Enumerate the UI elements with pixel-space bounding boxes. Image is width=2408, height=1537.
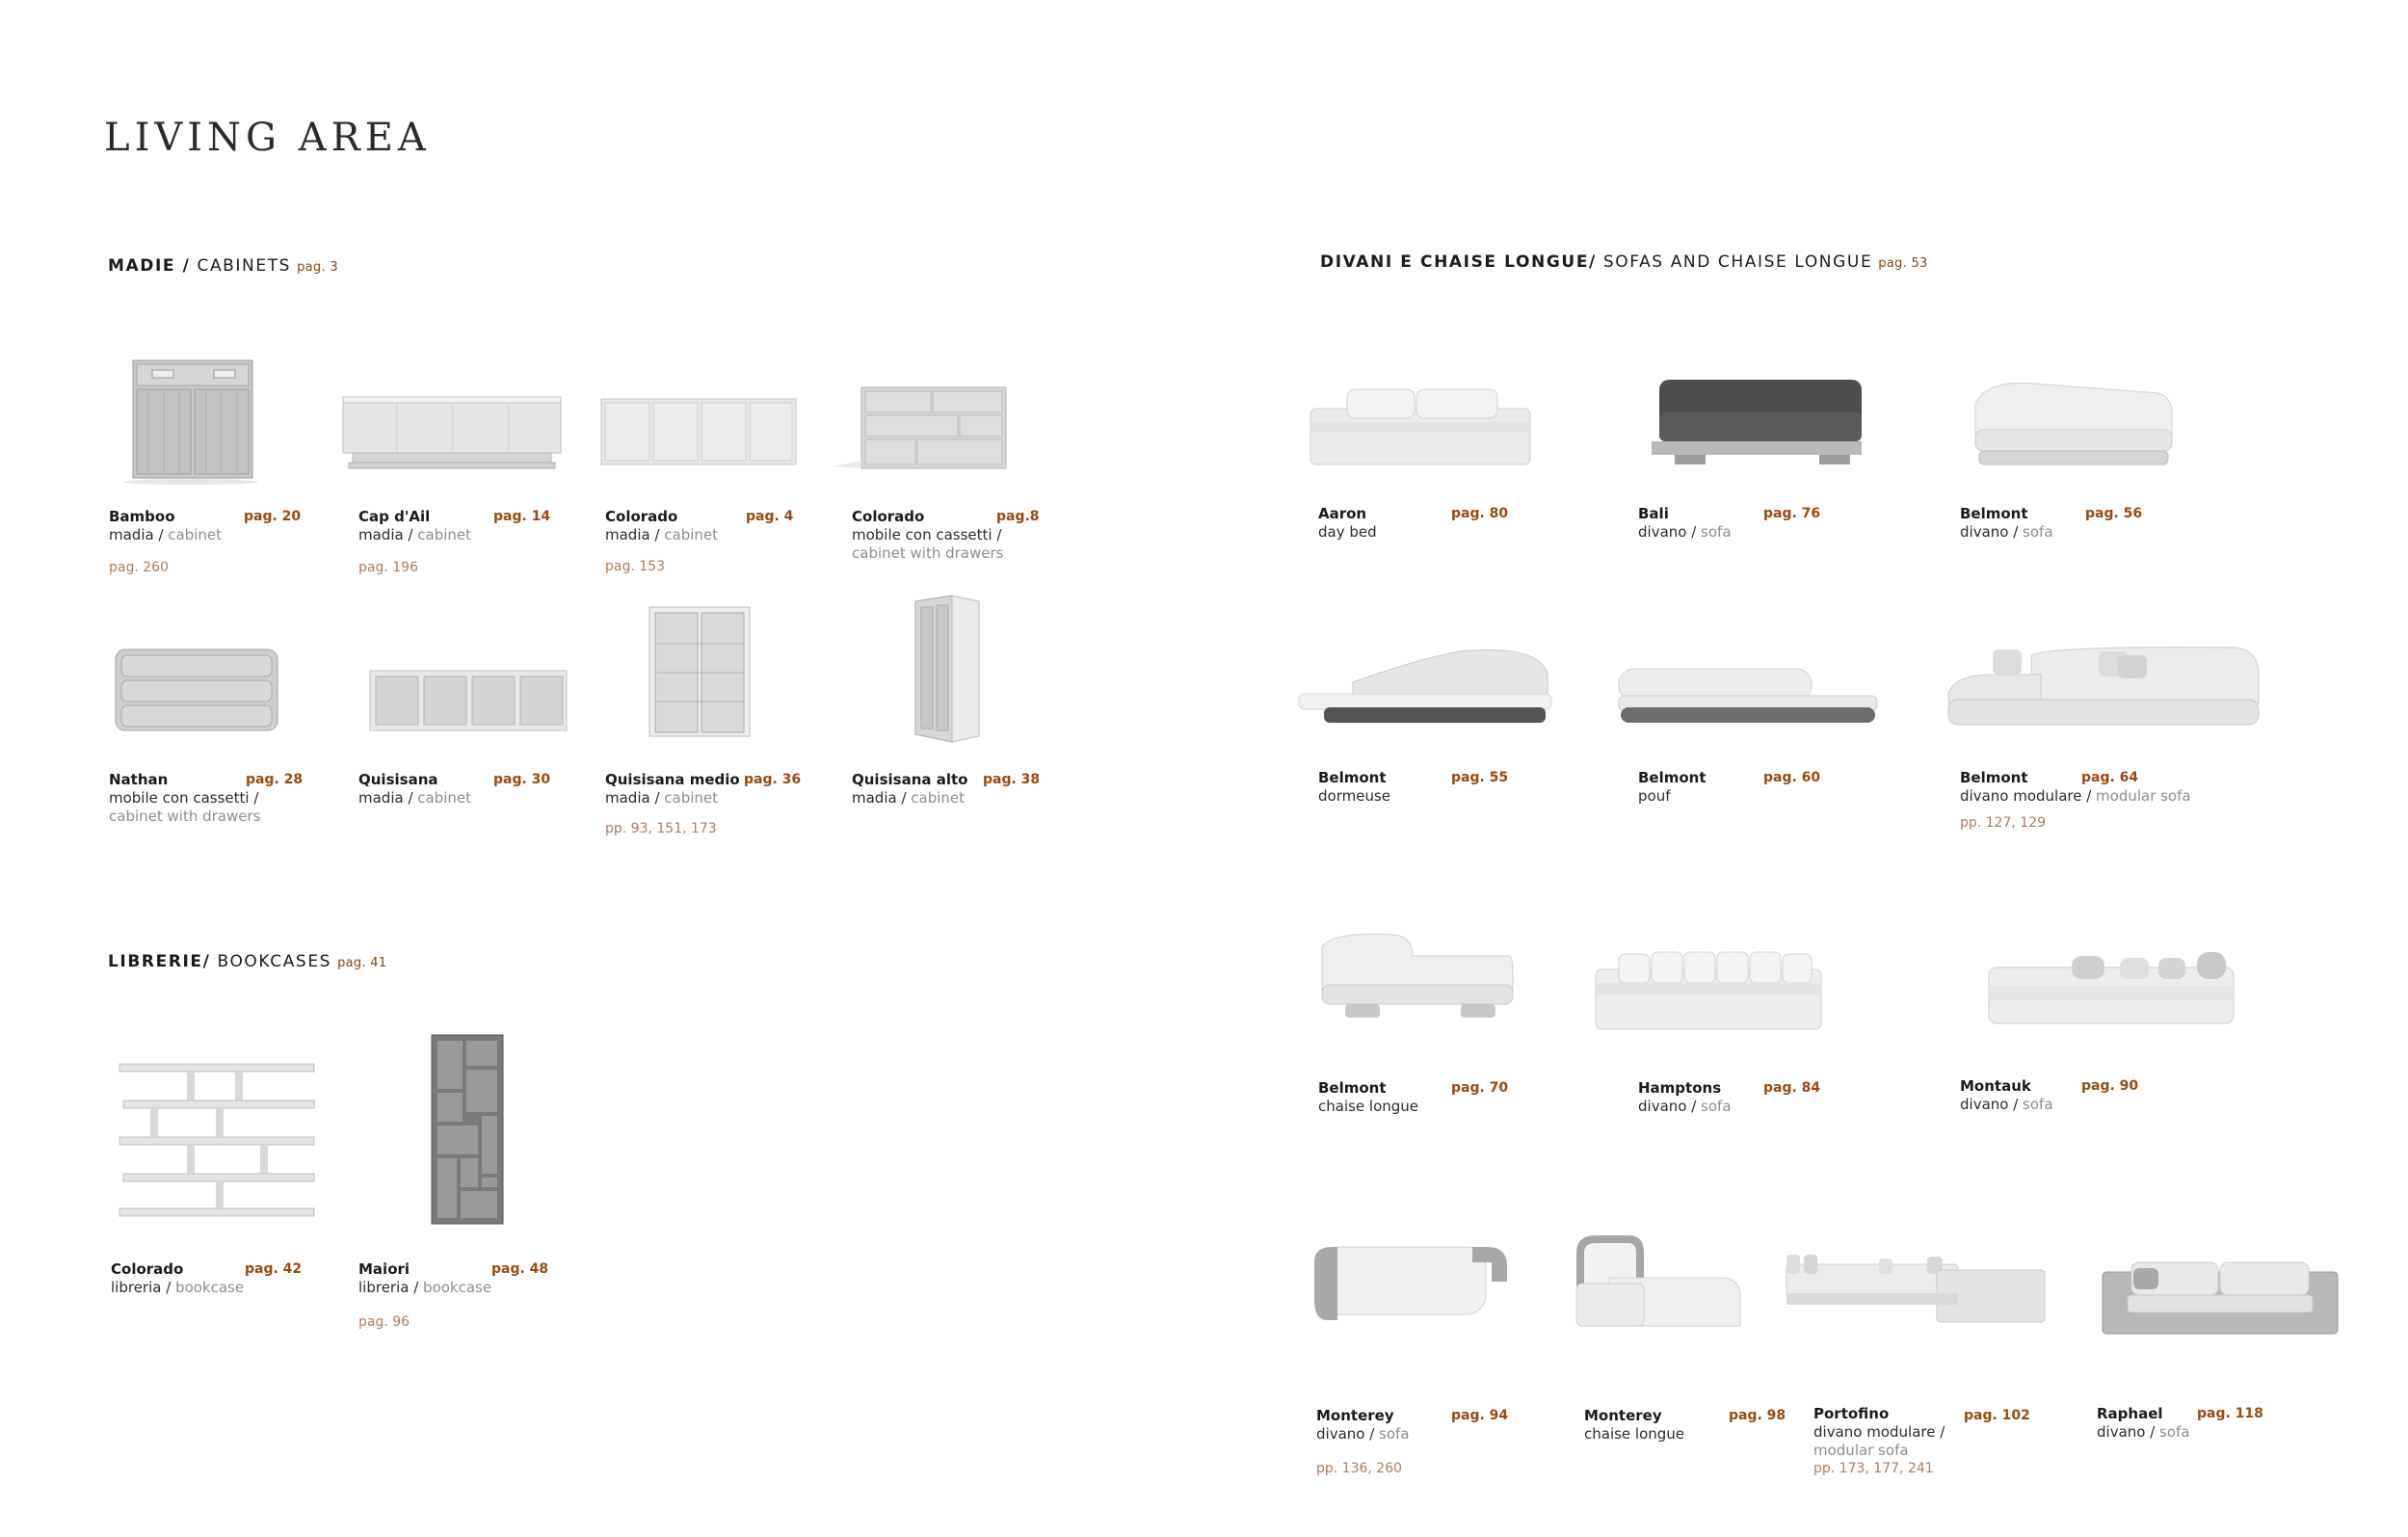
product-type-it: divano modulare xyxy=(1960,787,2082,805)
type-separator: / xyxy=(161,1279,176,1296)
product-caption xyxy=(852,508,1003,563)
product-page-ref[interactable]: pag. 55 xyxy=(1451,770,1509,785)
product-name[interactable]: Monterey xyxy=(1316,1407,1394,1424)
section-header-en: CABINETS xyxy=(197,256,292,276)
type-separator: / xyxy=(649,526,665,543)
product-name[interactable]: Bamboo xyxy=(109,508,175,525)
product-type-it: dormeuse xyxy=(1318,787,1390,805)
product-image-quisisana-alto[interactable] xyxy=(906,592,985,746)
product-type-it: madia xyxy=(358,789,404,807)
product-image-aaron-daybed[interactable] xyxy=(1307,384,1534,468)
product-description xyxy=(109,789,260,808)
type-separator: / xyxy=(896,789,912,807)
product-image-belmont-sofa[interactable] xyxy=(1966,376,2178,474)
product-caption xyxy=(1318,505,1377,542)
product-caption xyxy=(358,771,471,808)
product-caption xyxy=(109,508,222,544)
type-separator: / xyxy=(2081,787,2097,805)
product-image-portofino-sofa[interactable] xyxy=(1783,1251,2049,1326)
product-image-monterey-chaise[interactable] xyxy=(1571,1230,1744,1336)
product-image-colorado-bookcase[interactable] xyxy=(116,1058,318,1222)
product-name[interactable]: Belmont xyxy=(1318,1079,1387,1097)
product-image-colorado-drawers[interactable] xyxy=(829,384,1012,472)
product-page-ref[interactable]: pag. 60 xyxy=(1763,770,1821,785)
product-name[interactable]: Colorado xyxy=(852,508,925,525)
product-image-belmont-modular-sofa[interactable] xyxy=(1945,636,2262,742)
section-header-cabinets xyxy=(108,256,338,276)
product-description xyxy=(605,526,718,544)
section-page-ref[interactable]: pag. 41 xyxy=(337,956,387,970)
page-title: LIVING AREA xyxy=(104,116,431,160)
product-type-it: mobile con cassetti / xyxy=(852,526,1002,543)
product-type-en: modular sofa xyxy=(2096,787,2191,805)
product-page-ref[interactable]: pag. 90 xyxy=(2081,1078,2139,1094)
product-page-ref[interactable]: pag. 70 xyxy=(1451,1080,1509,1096)
product-page-ref[interactable]: pag. 42 xyxy=(245,1261,303,1277)
product-type-en: cabinet xyxy=(417,789,472,807)
product-page-ref[interactable]: pag. 28 xyxy=(246,772,304,787)
type-separator: / xyxy=(2008,1096,2024,1113)
product-image-montauk-sofa[interactable] xyxy=(1985,948,2237,1029)
product-type-it: divano xyxy=(1638,1098,1687,1115)
product-caption xyxy=(605,771,740,808)
product-description xyxy=(1638,787,1707,806)
product-caption xyxy=(109,771,260,826)
product-description xyxy=(1318,1098,1418,1116)
section-page-ref[interactable]: pag. 3 xyxy=(297,260,338,275)
product-type-it: mobile con cassetti / xyxy=(109,789,259,807)
product-page-ref[interactable]: pag. 38 xyxy=(983,772,1041,787)
product-type-en: cabinet with drawers xyxy=(109,808,261,825)
product-name[interactable]: Maiori xyxy=(358,1260,410,1278)
product-page-ref[interactable]: pag. 14 xyxy=(493,509,551,524)
product-name[interactable]: Raphael xyxy=(2097,1405,2163,1422)
type-separator: / xyxy=(403,789,418,807)
section-page-ref[interactable]: pag. 53 xyxy=(1878,256,1928,271)
product-type-it: divano xyxy=(1316,1425,1365,1443)
product-description xyxy=(2097,1423,2190,1442)
product-image-quisisana-medio[interactable] xyxy=(646,603,754,740)
product-description xyxy=(1960,1096,2053,1114)
product-extra-pages[interactable]: pp. 173, 177, 241 xyxy=(1813,1461,1934,1476)
product-image-belmont-pouf[interactable] xyxy=(1615,663,1881,732)
product-caption xyxy=(358,1260,491,1297)
product-type-en: sofa xyxy=(2023,523,2053,541)
product-caption xyxy=(111,1260,244,1297)
type-separator: / xyxy=(1686,523,1702,541)
product-caption xyxy=(358,508,471,544)
product-extra-pages[interactable]: pp. 93, 151, 173 xyxy=(605,821,717,836)
product-caption xyxy=(852,771,967,808)
section-header-bookcases xyxy=(108,952,386,971)
product-description xyxy=(1584,1425,1684,1444)
product-page-ref[interactable]: pag. 102 xyxy=(1964,1408,2030,1423)
product-description xyxy=(1960,523,2053,542)
product-description xyxy=(1638,523,1732,542)
product-image-raphael-sofa[interactable] xyxy=(2099,1255,2342,1338)
product-type-it: chaise longue xyxy=(1318,1098,1419,1115)
product-extra-pages[interactable]: pp. 127, 129 xyxy=(1960,815,2047,831)
product-image-belmont-dormeuse[interactable] xyxy=(1295,644,1555,732)
product-name[interactable]: Colorado xyxy=(111,1260,184,1278)
product-type-it: divano modulare / xyxy=(1813,1423,1945,1441)
product-name[interactable]: Belmont xyxy=(1638,769,1707,786)
product-description xyxy=(111,1279,244,1297)
product-description xyxy=(1960,787,2191,806)
section-header-it: LIBRERIE/ xyxy=(108,952,211,971)
product-type-en: modular sofa xyxy=(1813,1442,1909,1459)
product-caption xyxy=(1318,769,1390,806)
product-type-en: cabinet xyxy=(664,526,719,543)
product-description xyxy=(358,789,471,808)
product-description xyxy=(358,526,471,544)
type-separator: / xyxy=(1364,1425,1380,1443)
product-description xyxy=(358,1279,491,1297)
product-type-en: cabinet xyxy=(911,789,966,807)
type-separator: / xyxy=(403,526,418,543)
product-description xyxy=(852,789,967,808)
type-separator: / xyxy=(1686,1098,1702,1115)
product-type-en: sofa xyxy=(2023,1096,2053,1113)
product-type-it: divano xyxy=(1960,1096,2009,1113)
product-type-it: libreria xyxy=(358,1279,410,1296)
product-type-en: bookcase xyxy=(175,1279,245,1296)
product-caption xyxy=(1318,1079,1418,1116)
product-description xyxy=(852,526,1003,544)
product-extra-pages[interactable]: pag. 96 xyxy=(358,1314,410,1330)
product-name[interactable]: Cap d'Ail xyxy=(358,508,431,525)
product-extra-pages[interactable]: pag. 196 xyxy=(358,560,418,575)
product-type-it: divano xyxy=(1960,523,2009,541)
product-name[interactable]: Quisisana medio xyxy=(605,771,740,788)
product-image-maiori-bookcase[interactable] xyxy=(428,1031,507,1228)
product-type-en: sofa xyxy=(1701,523,1732,541)
product-name[interactable]: Portofino xyxy=(1813,1405,1890,1422)
product-name[interactable]: Hamptons xyxy=(1638,1079,1722,1097)
product-image-colorado-cabinet[interactable] xyxy=(597,393,800,470)
product-page-ref[interactable]: pag. 30 xyxy=(493,772,551,787)
product-page-ref[interactable]: pag. 48 xyxy=(491,1261,549,1277)
product-image-belmont-chaise[interactable] xyxy=(1316,927,1517,1023)
product-page-ref[interactable]: pag.8 xyxy=(996,509,1040,524)
product-caption xyxy=(1638,505,1732,542)
product-name[interactable]: Bali xyxy=(1638,505,1669,522)
product-caption xyxy=(1638,769,1707,806)
product-caption xyxy=(1960,769,2191,806)
product-name[interactable]: Montauk xyxy=(1960,1077,2031,1095)
product-caption xyxy=(1960,505,2053,542)
product-name[interactable]: Quisisana xyxy=(358,771,438,788)
product-caption xyxy=(2097,1405,2190,1442)
product-type-it: madia xyxy=(605,526,650,543)
product-caption xyxy=(1638,1079,1732,1116)
product-type-it: madia xyxy=(109,526,154,543)
product-name[interactable]: Belmont xyxy=(1960,769,2028,786)
type-separator: / xyxy=(649,789,665,807)
product-page-ref[interactable]: pag. 36 xyxy=(744,772,802,787)
product-image-bamboo-cabinet[interactable] xyxy=(114,355,258,488)
section-header-it: DIVANI E CHAISE LONGUE/ xyxy=(1320,252,1597,272)
product-type-it: divano xyxy=(1638,523,1687,541)
product-name[interactable]: Aaron xyxy=(1318,505,1367,522)
section-header-sofas xyxy=(1320,252,1928,272)
product-name[interactable]: Quisisana alto xyxy=(852,771,968,788)
product-type-it: madia xyxy=(605,789,650,807)
type-separator: / xyxy=(2008,523,2024,541)
product-caption xyxy=(605,508,718,544)
product-type-it: madia xyxy=(358,526,404,543)
product-type-en: bookcase xyxy=(423,1279,492,1296)
product-type-it: pouf xyxy=(1638,787,1671,805)
product-type-en: sofa xyxy=(2159,1423,2190,1441)
type-separator: / xyxy=(2145,1423,2160,1441)
product-name[interactable]: Belmont xyxy=(1960,505,2028,522)
product-type-en: cabinet with drawers xyxy=(852,544,1004,562)
product-name[interactable]: Belmont xyxy=(1318,769,1387,786)
product-description xyxy=(109,526,222,544)
product-caption xyxy=(1960,1077,2053,1114)
product-type-it: chaise longue xyxy=(1584,1425,1685,1443)
product-page-ref[interactable]: pag. 80 xyxy=(1451,506,1509,521)
type-separator: / xyxy=(409,1279,424,1296)
product-page-ref[interactable]: pag. 76 xyxy=(1763,506,1821,521)
product-name[interactable]: Nathan xyxy=(109,771,169,788)
product-image-capdail-cabinet[interactable] xyxy=(339,393,566,476)
product-page-ref[interactable]: pag. 94 xyxy=(1451,1408,1509,1423)
product-type-it: day bed xyxy=(1318,523,1377,541)
product-extra-pages[interactable]: pp. 136, 260 xyxy=(1316,1461,1403,1476)
product-page-ref[interactable]: pag. 56 xyxy=(2085,506,2143,521)
product-type-en: sofa xyxy=(1701,1098,1732,1115)
product-type-it: madia xyxy=(852,789,897,807)
product-description xyxy=(1638,1098,1732,1116)
product-extra-pages[interactable]: pag. 260 xyxy=(109,560,169,575)
product-description xyxy=(1813,1423,1945,1442)
section-header-it: MADIE / xyxy=(108,256,191,276)
product-type-en: sofa xyxy=(1379,1425,1410,1443)
product-description xyxy=(1318,787,1390,806)
product-caption xyxy=(1584,1407,1684,1444)
product-description xyxy=(1318,523,1377,542)
product-type-it: libreria xyxy=(111,1279,162,1296)
product-type-en: cabinet xyxy=(417,526,472,543)
product-page-ref[interactable]: pag. 4 xyxy=(746,509,794,524)
product-page-ref[interactable]: pag. 20 xyxy=(244,509,302,524)
product-extra-pages[interactable]: pag. 153 xyxy=(605,559,665,574)
product-type-it: divano xyxy=(2097,1423,2146,1441)
product-description xyxy=(605,789,740,808)
product-type-en: cabinet xyxy=(664,789,719,807)
product-image-monterey-sofa[interactable] xyxy=(1309,1233,1511,1330)
product-image-nathan-drawers[interactable] xyxy=(110,644,283,736)
product-page-ref[interactable]: pag. 98 xyxy=(1729,1408,1786,1423)
section-header-en: SOFAS AND CHAISE LONGUE xyxy=(1602,252,1873,272)
product-name[interactable]: Monterey xyxy=(1584,1407,1662,1424)
product-image-quisisana-cabinet[interactable] xyxy=(366,667,570,734)
product-caption xyxy=(1813,1405,1945,1460)
section-header-en: BOOKCASES xyxy=(217,952,332,971)
product-caption xyxy=(1316,1407,1410,1444)
product-page-ref[interactable]: pag. 64 xyxy=(2081,770,2139,785)
product-description xyxy=(1316,1425,1410,1444)
product-name[interactable]: Colorado xyxy=(605,508,678,525)
product-type-en: cabinet xyxy=(168,526,223,543)
product-page-ref[interactable]: pag. 118 xyxy=(2197,1406,2263,1421)
product-page-ref[interactable]: pag. 84 xyxy=(1763,1080,1821,1096)
type-separator: / xyxy=(153,526,169,543)
product-image-bali-sofa[interactable] xyxy=(1646,374,1867,470)
product-image-hamptons-sofa[interactable] xyxy=(1592,948,1825,1033)
